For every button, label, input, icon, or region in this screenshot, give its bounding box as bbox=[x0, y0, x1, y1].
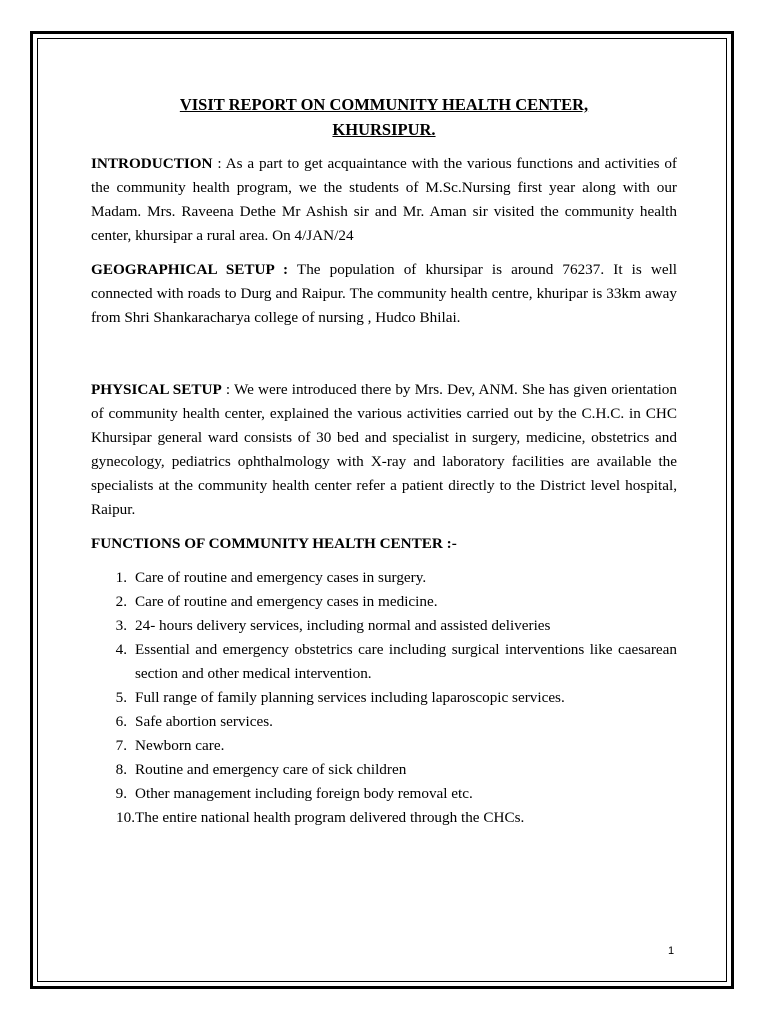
list-item-text: 24- hours delivery services, including normal and assisted deliveries bbox=[135, 617, 551, 634]
list-item bbox=[91, 758, 677, 782]
physical-setup-text: : We were introduced there by Mrs. Dev, ANM. She has given orientation of community health center, explained the various activities carried out by the C.H.C. in CHC Khursipar general ward consists of 30 bed and specialist in surgery, medicine, obstetrics and gynecology, pediatrics ophthalmology with X-ray and laboratory facilities are available the specialists at the community health center refer a patient directly to the District level hospital, Raipur. bbox=[91, 381, 677, 518]
introduction-text: : As a part to get acquaintance with the various functions and activities of the community health program, we the students of M.Sc.Nursing first year along with our Madam. Mrs. Raveena Dethe Mr Ashish sir and Mr. Aman sir visited the community health center, khursipar a rural area. On 4/JAN/24 bbox=[91, 155, 677, 244]
list-item-number: 9. bbox=[115, 785, 127, 802]
spacer bbox=[91, 340, 677, 378]
list-item-number: 3. bbox=[115, 617, 127, 634]
physical-setup-paragraph bbox=[91, 378, 677, 522]
list-item-number: 4. bbox=[115, 641, 127, 658]
functions-list bbox=[91, 566, 677, 830]
list-item bbox=[91, 566, 677, 590]
list-item-text: Other management including foreign body removal etc. bbox=[135, 785, 473, 802]
list-item-text: The entire national health program delivered through the CHCs. bbox=[135, 809, 525, 826]
document-body bbox=[91, 92, 677, 830]
list-item bbox=[91, 734, 677, 758]
list-item-number: 10. bbox=[116, 809, 135, 826]
list-item-number: 1. bbox=[115, 569, 127, 586]
list-item-text: Routine and emergency care of sick children bbox=[135, 761, 407, 778]
list-item-text: Essential and emergency obstetrics care including surgical interventions like caesarean section and other medical intervention. bbox=[135, 641, 677, 682]
list-item-number: 8. bbox=[115, 761, 127, 778]
list-item-number: 5. bbox=[115, 689, 127, 706]
list-item-text: Care of routine and emergency cases in surgery. bbox=[135, 569, 427, 586]
list-item-text: Care of routine and emergency cases in medicine. bbox=[135, 593, 438, 610]
list-item bbox=[91, 638, 677, 686]
list-item-text: Newborn care. bbox=[135, 737, 225, 754]
report-title-line-1: VISIT REPORT ON COMMUNITY HEALTH CENTER, bbox=[179, 95, 589, 114]
list-item-text: Safe abortion services. bbox=[135, 713, 273, 730]
introduction-paragraph bbox=[91, 152, 677, 248]
geographical-setup-label: GEOGRAPHICAL SETUP : bbox=[91, 261, 289, 278]
report-title-line-2: KHURSIPUR. bbox=[332, 120, 436, 139]
geographical-setup-text: The population of khursipar is around 76237. It is well connected with roads to Durg and Raipur. The community health centre, khuripar is 33km away from Shri Shankaracharya college of nursing , Hudco Bhilai. bbox=[91, 261, 678, 326]
list-item bbox=[91, 782, 677, 806]
introduction-label: INTRODUCTION bbox=[91, 155, 213, 172]
list-item bbox=[91, 614, 677, 638]
list-item bbox=[91, 590, 677, 614]
list-item bbox=[91, 806, 677, 830]
list-item-number: 2. bbox=[115, 593, 127, 610]
list-item bbox=[91, 710, 677, 734]
physical-setup-label: PHYSICAL SETUP bbox=[91, 381, 222, 398]
list-item-number: 6. bbox=[115, 713, 127, 730]
list-item-number: 7. bbox=[115, 737, 127, 754]
report-title bbox=[91, 92, 677, 142]
geographical-setup-paragraph bbox=[91, 258, 677, 330]
page-number: 1 bbox=[668, 945, 675, 957]
list-item bbox=[91, 686, 677, 710]
functions-heading: FUNCTIONS OF COMMUNITY HEALTH CENTER :- bbox=[91, 535, 457, 552]
list-item-text: Full range of family planning services including laparoscopic services. bbox=[135, 689, 565, 706]
